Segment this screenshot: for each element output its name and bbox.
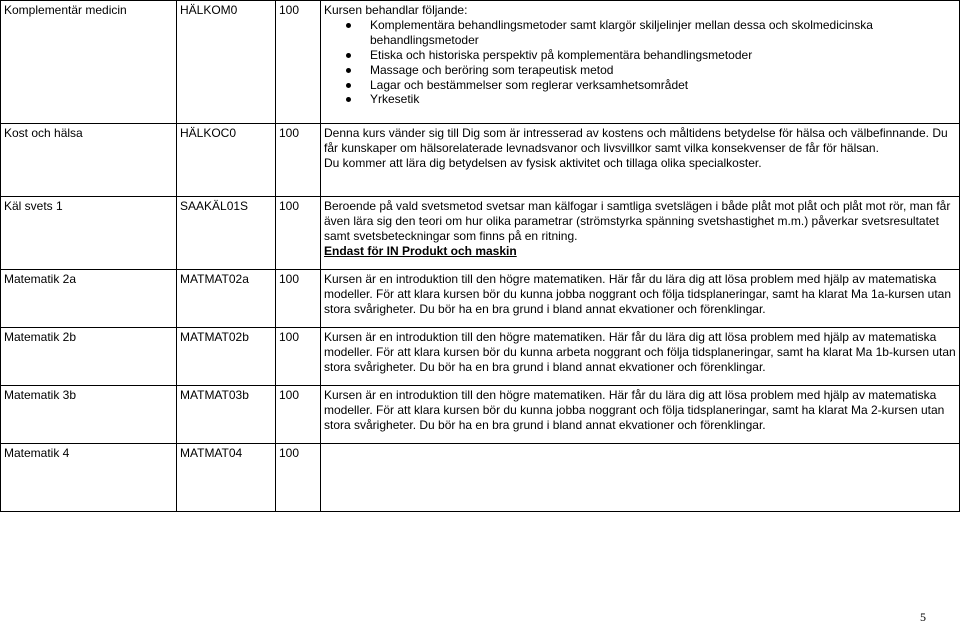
description-paragraph: Beroende på vald svetsmetod svetsar man kälfogar i samtliga svetslägen i både plåt mot plåt och plåt mot rör, man får även lära sig den teori om hur olika parametrar (strömstyrka spänning svetshastighet m.m.) påverkar svetsresultatet samt svetsbeteckningar som finns på en ritning. [324, 199, 951, 243]
course-code: MATMAT02a [177, 270, 276, 328]
course-code: MATMAT02b [177, 328, 276, 386]
bullet-icon [346, 68, 351, 73]
bullet-text: Massage och beröring som terapeutisk metod [370, 62, 614, 77]
bullet-text: Lagar och bestämmelser som reglerar verksamhetsområdet [370, 77, 689, 92]
course-description: Kursen är en introduktion till den högre matematiken. Här får du lära dig att lösa problem med hjälp av matematiska modeller. För att klara kursen bör du kunna jobba noggrant och följa tidsplaneringar, samt ha klarat Ma 1a-kursen utan stora svårigheter. Du bör ha en bra grund i bland annat ekvationer och förenklingar. [321, 270, 960, 328]
course-code: HÄLKOM0 [177, 1, 276, 124]
course-name: Matematik 2b [1, 328, 177, 386]
table-row [1, 1, 960, 124]
course-points: 100 [276, 328, 321, 386]
list-item [324, 48, 956, 63]
course-name: Matematik 2a [1, 270, 177, 328]
course-description [321, 197, 960, 270]
list-item [324, 92, 956, 107]
bullet-icon [346, 83, 351, 88]
course-description [321, 124, 960, 197]
course-code: MATMAT04 [177, 444, 276, 512]
course-points: 100 [276, 444, 321, 512]
course-name: Kost och hälsa [1, 124, 177, 197]
bullet-text: Yrkesetik [370, 92, 420, 107]
description-paragraph: Denna kurs vänder sig till Dig som är intresserad av kostens och måltidens betydelse för hälsa och välbefinnande. Du får kunskaper om hälsorelaterade levnadsvanor och livsvillkor samt vilka konsekvenser de får för hälsan. [324, 126, 948, 155]
page-number: 5 [920, 610, 926, 624]
bullet-text: Komplementära behandlingsmetoder samt klargör skiljelinjer mellan dessa och skolmedicinska behandlingsmetoder [370, 17, 873, 47]
course-name: Matematik 4 [1, 444, 177, 512]
bullet-icon [346, 23, 351, 28]
course-name: Käl svets 1 [1, 197, 177, 270]
course-description [321, 444, 960, 512]
table-row [1, 386, 960, 444]
table-row [1, 197, 960, 270]
list-item [324, 63, 956, 78]
table-row [1, 124, 960, 197]
course-description [321, 1, 960, 124]
bullet-text: Etiska och historiska perspektiv på komplementära behandlingsmetoder [370, 47, 753, 62]
bullet-list [324, 18, 956, 107]
list-item [324, 18, 956, 48]
list-item [324, 78, 956, 93]
description-intro: Kursen behandlar följande: [324, 3, 468, 17]
description-paragraph: Du kommer att lära dig betydelsen av fysisk aktivitet och tillaga olika specialkoster. [324, 155, 762, 170]
course-code: SAAKÄL01S [177, 197, 276, 270]
bullet-icon [346, 97, 351, 102]
enrollment-note: Endast för IN Produkt och maskin [324, 243, 517, 258]
course-code: HÄLKOC0 [177, 124, 276, 197]
course-name: Komplementär medicin [1, 1, 177, 124]
bullet-icon [346, 53, 351, 58]
table-row [1, 328, 960, 386]
course-code: MATMAT03b [177, 386, 276, 444]
course-points: 100 [276, 270, 321, 328]
course-points: 100 [276, 197, 321, 270]
course-points: 100 [276, 124, 321, 197]
course-points: 100 [276, 386, 321, 444]
course-name: Matematik 3b [1, 386, 177, 444]
table-row [1, 444, 960, 512]
course-description: Kursen är en introduktion till den högre matematiken. Här får du lära dig att lösa problem med hjälp av matematiska modeller. För att klara kursen bör du kunna arbeta noggrant och följa tidsplaneringar, samt ha klarat Ma 1b-kursen utan stora svårigheter. Du bör ha en bra grund i bland annat ekvationer och förenklingar. [321, 328, 960, 386]
table-row [1, 270, 960, 328]
course-description: Kursen är en introduktion till den högre matematiken. Här får du lära dig att lösa problem med hjälp av matematiska modeller. För att klara kursen bör du kunna jobba noggrant och följa tidsplaneringar, samt ha klarat Ma 2-kursen utan stora svårigheter. Du bör ha en bra grund i bland annat ekvationer och förenklingar. [321, 386, 960, 444]
course-points: 100 [276, 1, 321, 124]
